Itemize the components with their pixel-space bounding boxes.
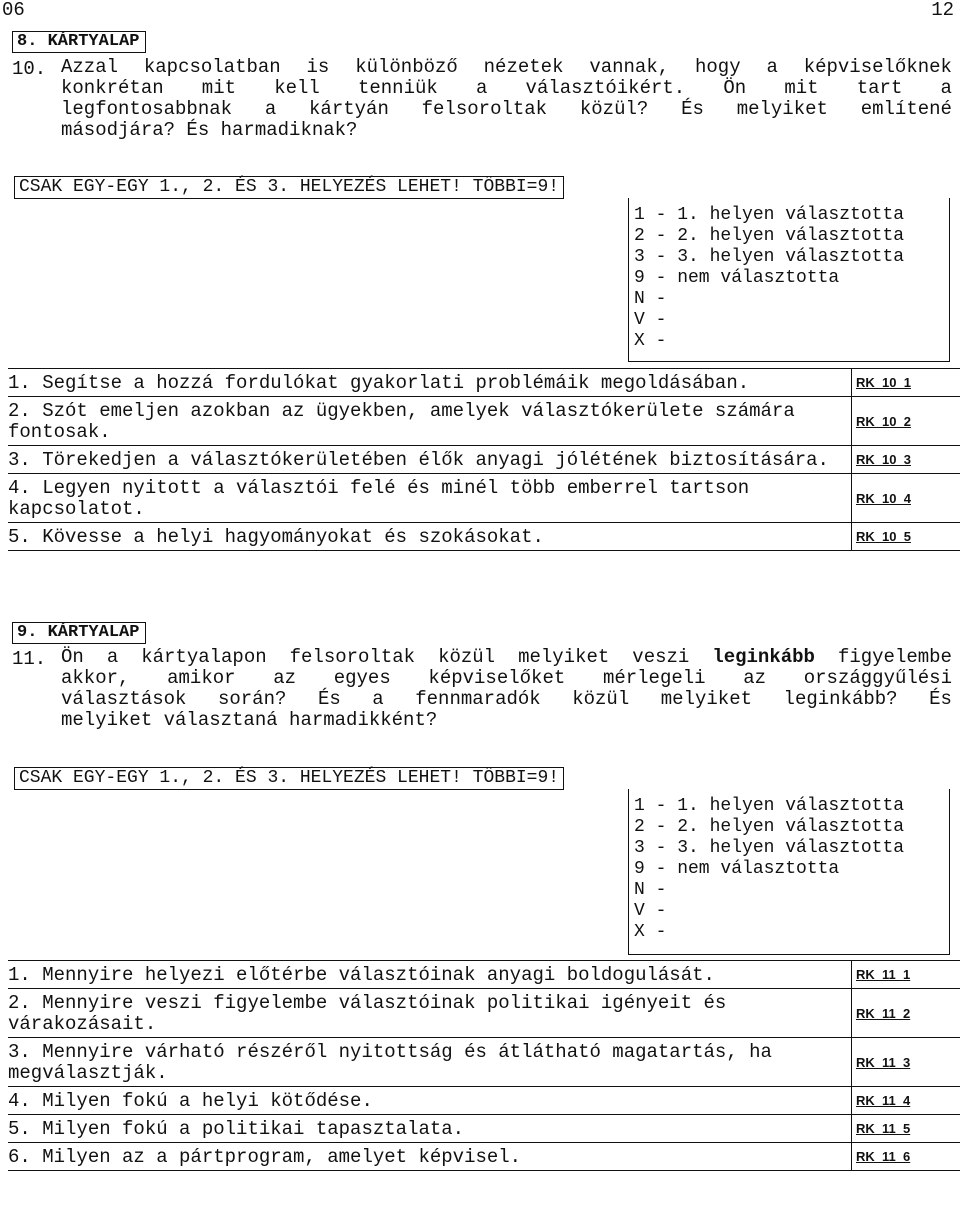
card-9-item-text: 1. Mennyire helyezi előtérbe választóinak anyagi boldogulását.: [8, 961, 852, 988]
card-9-item-row: [8, 1115, 960, 1143]
question-10-word: tenniük: [357, 77, 438, 99]
card-9-title: 9. KÁRTYALAP: [12, 622, 146, 644]
question-10-text: [61, 57, 952, 141]
card-9-item-row: [8, 1087, 960, 1115]
question-10-word: említené: [860, 98, 952, 120]
card-8-item-variable-code: RK_10_3: [856, 452, 911, 467]
card-9-item-text: 6. Milyen az a pártprogram, amelyet képvisel.: [8, 1143, 852, 1170]
card-8-code-option: 1 - 1. helyen választotta: [634, 205, 905, 225]
card-9-item-text: 2. Mennyire veszi figyelembe választóinak politikai igényeit és várakozásait.: [8, 989, 852, 1037]
card-9-code-option: N -: [634, 880, 667, 900]
question-11-word: Ön: [61, 646, 84, 668]
card-8-code-option: X -: [634, 331, 667, 351]
question-10-word: kell: [274, 77, 320, 99]
question-10-word: képviselőknek: [803, 56, 952, 78]
question-11-last-line: melyiket választaná harmadikként?: [61, 709, 438, 731]
question-11-word: kártyalapon: [141, 646, 267, 668]
question-11-word: közül: [438, 646, 496, 668]
card-8-item-variable-code: RK_10_2: [856, 413, 911, 429]
card-8-code-option: V -: [634, 310, 667, 330]
card-9-code-option: 2 - 2. helyen választotta: [634, 817, 905, 837]
card-8-item-text: 4. Legyen nyitott a választói felé és minél több emberrel tartson kapcsolatot.: [8, 474, 852, 522]
question-10-justified-line: [61, 57, 952, 78]
question-10-word: is: [306, 56, 330, 78]
card-8-item-row: [8, 474, 960, 523]
question-10-word: kapcsolatban: [143, 56, 281, 78]
question-11-lines: [61, 668, 952, 710]
card-9-code-option: V -: [634, 901, 667, 921]
card-9-item-variable-code: RK_11_4: [856, 1093, 911, 1108]
question-10-word: melyiket: [736, 98, 828, 120]
question-10: [0, 57, 952, 141]
question-10-number: 10.: [12, 58, 47, 80]
question-10-word: És: [681, 98, 704, 120]
question-11-word: választások: [61, 688, 187, 710]
question-10-word: Ön: [723, 77, 747, 99]
question-11-word: felsoroltak: [289, 646, 416, 668]
question-11-word: közül: [572, 688, 630, 710]
question-10-last-line: másodjára? És harmadiknak?: [61, 119, 358, 141]
question-10-word: nézetek: [483, 56, 564, 78]
page-number-right: 12: [931, 0, 954, 21]
question-11-first-line: [61, 647, 952, 668]
card-8-item-variable-code: RK_10_4: [856, 490, 911, 506]
card-9-items: [8, 960, 960, 1171]
card-9-item-row: [8, 1143, 960, 1170]
question-10-word: hogy: [695, 56, 741, 78]
card-8-item-variable-code: RK_10_5: [856, 529, 911, 544]
question-11-word: során?: [217, 688, 287, 710]
question-10-word: különböző: [355, 56, 458, 78]
card-9-item-list: [8, 961, 960, 1170]
question-11-word: leginkább?: [783, 688, 898, 710]
card-9-item-variable-code: RK_11_2: [856, 1005, 911, 1021]
card-8-item-text: 3. Törekedjen a választókerületében élők anyagi jólétének biztosítására.: [8, 446, 852, 473]
question-11-word: melyiket: [660, 688, 752, 710]
question-10-word: a: [264, 98, 277, 120]
question-11-word: melyiket: [518, 646, 610, 668]
question-10-word: felsoroltak: [421, 98, 548, 120]
card-9-code-option: X -: [634, 922, 667, 942]
question-10-word: a: [475, 77, 488, 99]
question-11-word: az: [273, 667, 297, 689]
question-11-justified-line: [61, 668, 952, 689]
question-11: [0, 647, 952, 731]
question-10-word: mit: [784, 77, 819, 99]
question-11-word: országgyűlési: [803, 667, 952, 689]
card-9-item-variable-code: RK_11_1: [856, 967, 911, 982]
question-11-word: a: [372, 688, 384, 710]
question-11-word: amikor: [167, 667, 236, 689]
card-8-code-option: 9 - nem választotta: [634, 268, 840, 288]
card-8-item-row: [8, 397, 960, 446]
card-8-answer-codes: [628, 198, 950, 362]
card-9-item-text: 3. Mennyire várható részéről nyitottság és átlátható magatartás, ha megválasztják.: [8, 1038, 852, 1086]
card-8-instruction: CSAK EGY-EGY 1., 2. ÉS 3. HELYEZÉS LEHET! TÖBBI=9!: [14, 176, 564, 199]
card-8-items: [8, 368, 960, 551]
question-11-word: képviselőket: [428, 667, 566, 689]
question-10-word: legfontosabbnak: [61, 98, 233, 120]
question-11-word: fennmaradók: [415, 688, 541, 710]
question-10-word: vannak,: [589, 56, 670, 78]
card-8-code-option: 3 - 3. helyen választotta: [634, 247, 905, 267]
card-9-code-option: 3 - 3. helyen választotta: [634, 838, 905, 858]
card-9-item-variable-code: RK_11_5: [856, 1121, 911, 1136]
question-11-word: a: [106, 646, 119, 668]
question-11-word: És: [929, 688, 952, 710]
question-11-emphasis: leginkább: [712, 646, 815, 668]
question-11-number: 11.: [12, 648, 47, 670]
question-10-word: közül?: [579, 98, 649, 120]
question-11-word: mérlegeli: [602, 667, 706, 689]
question-10-word: tart: [856, 77, 903, 99]
card-9-code-list: [634, 796, 949, 942]
card-8-code-option: 2 - 2. helyen választotta: [634, 226, 905, 246]
question-10-word: a: [766, 56, 778, 78]
question-11-text: [61, 647, 952, 731]
card-8-code-option: N -: [634, 289, 667, 309]
question-10-lines: [61, 57, 952, 120]
question-10-word: mit: [201, 77, 237, 99]
card-8-title: 8. KÁRTYALAP: [12, 31, 146, 53]
card-9-item-text: 5. Milyen fokú a politikai tapasztalata.: [8, 1115, 852, 1142]
card-9-item-row: [8, 989, 960, 1038]
card-9-answer-codes: [628, 789, 950, 955]
card-9-item-text: 4. Milyen fokú a helyi kötődése.: [8, 1087, 852, 1114]
question-10-word: Azzal: [61, 56, 119, 78]
question-10-word: a: [940, 77, 952, 99]
question-10-word: konkrétan: [61, 77, 164, 99]
card-8-item-row: [8, 446, 960, 474]
card-8-item-text: 5. Kövesse a helyi hagyományokat és szokásokat.: [8, 523, 852, 550]
card-9-item-variable-code: RK_11_3: [856, 1054, 911, 1070]
card-9-item-row: [8, 961, 960, 989]
question-11-word: akkor,: [61, 667, 130, 689]
card-8-item-variable-code: RK_10_1: [856, 375, 911, 390]
card-9-item-row: [8, 1038, 960, 1087]
question-10-word: választóikért.: [525, 77, 686, 99]
card-8-item-text: 2. Szót emeljen azokban az ügyekben, amelyek választókerülete számára fontosak.: [8, 397, 852, 445]
question-11-word: És: [317, 688, 341, 710]
card-8-item-text: 1. Segítse a hozzá fordulókat gyakorlati problémáik megoldásában.: [8, 369, 852, 396]
question-10-justified-line: [61, 78, 952, 99]
question-11-justified-line: [61, 689, 952, 710]
question-11-word: az: [743, 667, 767, 689]
card-8-item-row: [8, 523, 960, 550]
card-9-code-option: 1 - 1. helyen választotta: [634, 796, 905, 816]
question-10-word: kártyán: [309, 98, 389, 120]
question-10-justified-line: [61, 99, 952, 120]
question-11-word: veszi: [632, 646, 690, 668]
question-11-word: figyelembe: [837, 646, 952, 668]
card-9-code-option: 9 - nem választotta: [634, 859, 840, 879]
card-9-item-variable-code: RK_11_6: [856, 1149, 911, 1164]
card-8-item-list: [8, 369, 960, 550]
page-number-left: 06: [2, 0, 25, 21]
card-9-instruction: CSAK EGY-EGY 1., 2. ÉS 3. HELYEZÉS LEHET! TÖBBI=9!: [14, 767, 564, 790]
card-8-code-list: [634, 205, 949, 351]
question-11-word: egyes: [333, 667, 391, 689]
card-8-item-row: [8, 369, 960, 397]
